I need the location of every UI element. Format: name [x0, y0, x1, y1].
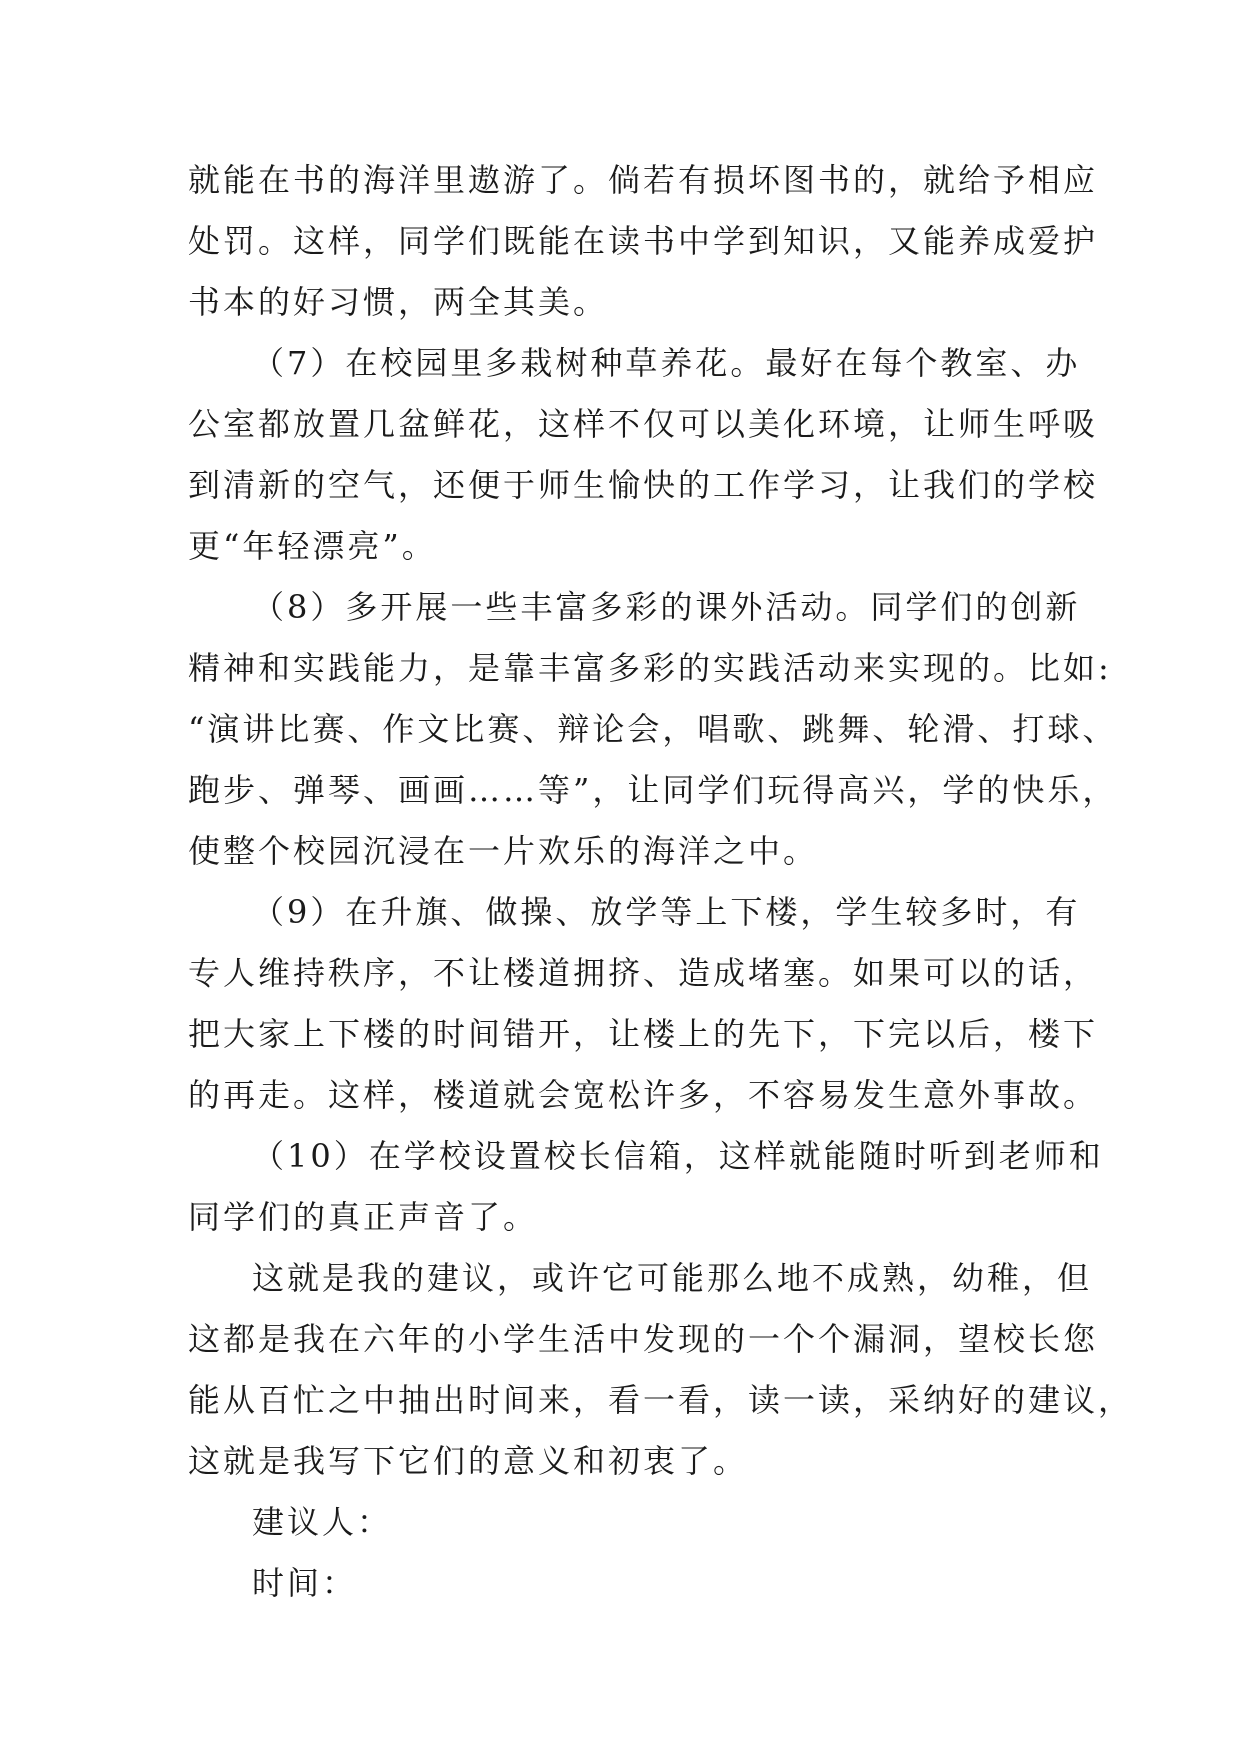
text-line: 使整个校园沉浸在一片欢乐的海洋之中。 [188, 832, 819, 870]
text-line: 公室都放置几盆鲜花，这样不仅可以美化环境，让师生呼吸 [188, 405, 1099, 443]
document-body [188, 150, 1134, 1614]
proposer-label: 建议人： [252, 1503, 393, 1541]
text-line: 把大家上下楼的时间错开，让楼上的先下，下完以后，楼下 [188, 1015, 1099, 1053]
text-line: 书本的好习惯，两全其美。 [188, 283, 609, 321]
paragraph-7-start: （7）在校园里多栽树种草养花。最好在每个教室、办 [252, 344, 1081, 382]
text-line: 同学们的真正声音了。 [188, 1198, 539, 1236]
text-line: 这就是我写下它们的意义和初衷了。 [188, 1442, 749, 1480]
conclusion-paragraph-start: 这就是我的建议，或许它可能那么地不成熟，幼稚，但 [252, 1259, 1093, 1297]
text-line: 精神和实践能力，是靠丰富多彩的实践活动来实现的。比如: [188, 649, 1112, 687]
text-line: 到清新的空气，还便于师生愉快的工作学习，让我们的学校 [188, 466, 1099, 504]
text-line: 更“年轻漂亮”。 [188, 527, 437, 565]
text-line: 专人维持秩序，不让楼道拥挤、造成堵塞。如果可以的话， [188, 954, 1099, 992]
text-line: 跑步、弹琴、画画……等”，让同学们玩得高兴，学的快乐， [188, 771, 1118, 809]
text-line: 就能在书的海洋里遨游了。倘若有损坏图书的，就给予相应 [188, 161, 1099, 199]
text-line: 处罚。这样，同学们既能在读书中学到知识，又能养成爱护 [188, 222, 1099, 260]
paragraph-8-start: （8）多开展一些丰富多彩的课外活动。同学们的创新 [252, 588, 1081, 626]
time-label: 时间： [252, 1564, 358, 1602]
text-line: 的再走。这样，楼道就会宽松许多，不容易发生意外事故。 [188, 1076, 1099, 1114]
paragraph-10-start: （10）在学校设置校长信箱，这样就能随时听到老师和 [252, 1137, 1104, 1175]
text-line: 能从百忙之中抽出时间来，看一看，读一读，采纳好的建议， [188, 1381, 1134, 1419]
paragraph-9-start: （9）在升旗、做操、放学等上下楼，学生较多时，有 [252, 893, 1081, 931]
text-line: 这都是我在六年的小学生活中发现的一个个漏洞，望校长您 [188, 1320, 1099, 1358]
text-line: “演讲比赛、作文比赛、辩论会，唱歌、跳舞、轮滑、打球、 [188, 710, 1118, 748]
